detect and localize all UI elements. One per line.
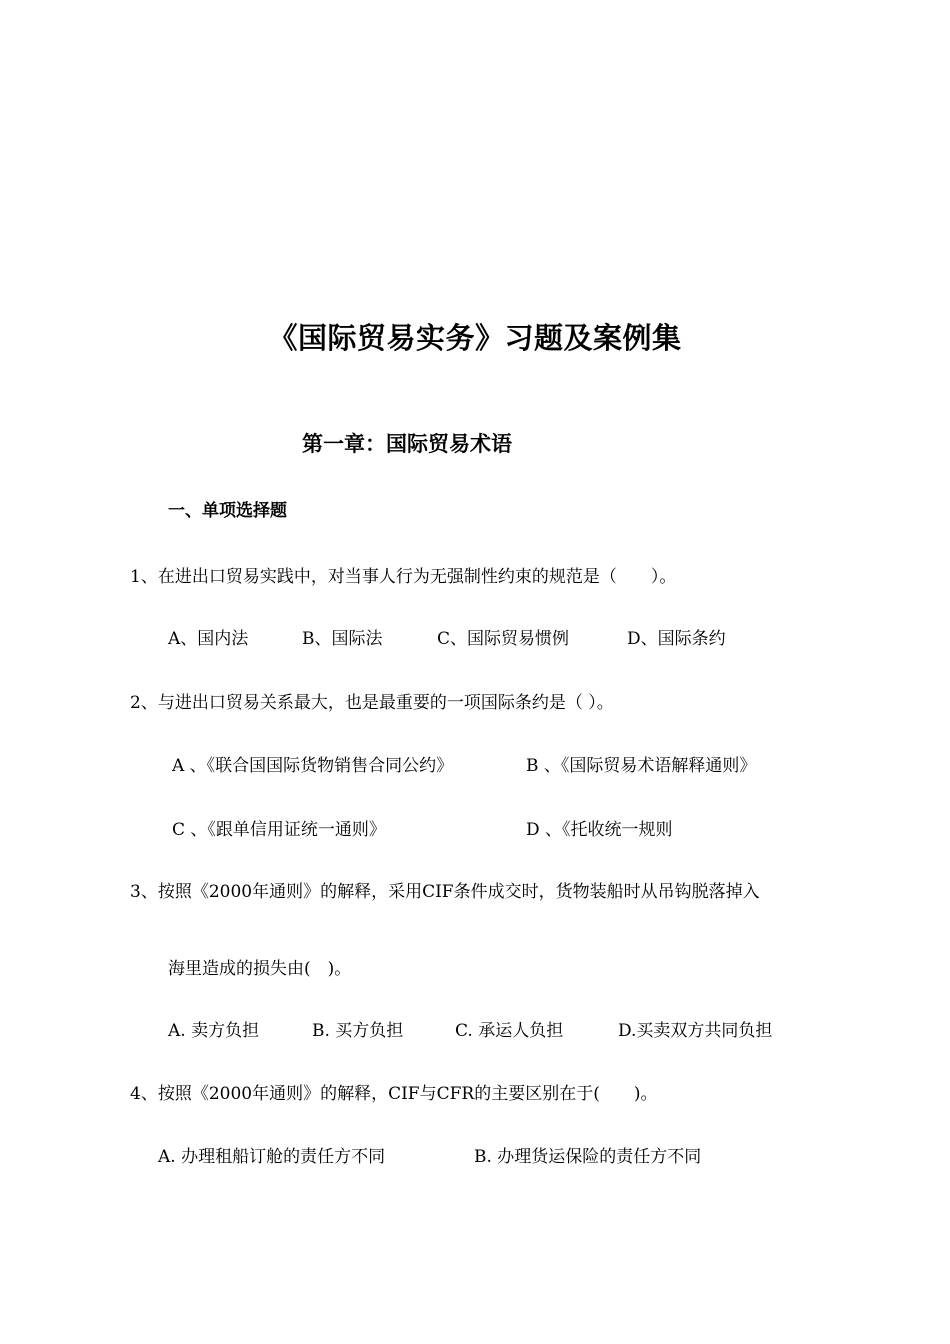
question-3-continuation: 海里造成的损失由( )。 [168, 959, 352, 979]
question-3-option-b: B. 买方负担 [312, 1021, 404, 1041]
document-title: 《国际贸易实务》习题及案例集 [268, 321, 682, 355]
question-4: 4、按照《2000年通则》的解释，CIF与CFR的主要区别在于( )。 [130, 1084, 658, 1104]
question-1-option-d: D、国际条约 [627, 629, 726, 649]
question-2-option-a: A 、《联合国国际货物销售合同公约》 [172, 756, 454, 776]
question-1-option-a: A、国内法 [168, 629, 249, 649]
question-2-option-b: B 、《国际贸易术语解释通则》 [526, 756, 757, 776]
section-heading: 一、单项选择题 [168, 501, 287, 521]
question-1-option-b: B、国际法 [302, 629, 383, 649]
question-3: 3、按照《2000年通则》的解释，采用CIF条件成交时，货物装船时从吊钩脱落掉入 [130, 882, 760, 902]
chapter-heading: 第一章：国际贸易术语 [302, 432, 512, 456]
question-3-option-d: D.买卖双方共同负担 [618, 1021, 773, 1041]
question-2: 2、与进出口贸易关系最大，也是最重要的一项国际条约是（ ）。 [130, 693, 614, 713]
question-4-option-b: B. 办理货运保险的责任方不同 [474, 1147, 702, 1167]
question-4-option-a: A. 办理租船订舱的责任方不同 [158, 1147, 386, 1167]
question-3-option-a: A. 卖方负担 [168, 1021, 260, 1041]
question-1: 1、在进出口贸易实践中，对当事人行为无强制性约束的规范是（ ）。 [130, 567, 677, 587]
question-3-option-c: C. 承运人负担 [455, 1021, 564, 1041]
question-1-option-c: C、国际贸易惯例 [437, 629, 570, 649]
question-2-option-d: D 、《托收统一规则 [526, 820, 673, 840]
question-2-option-c: C 、《跟单信用证统一通则》 [172, 820, 386, 840]
